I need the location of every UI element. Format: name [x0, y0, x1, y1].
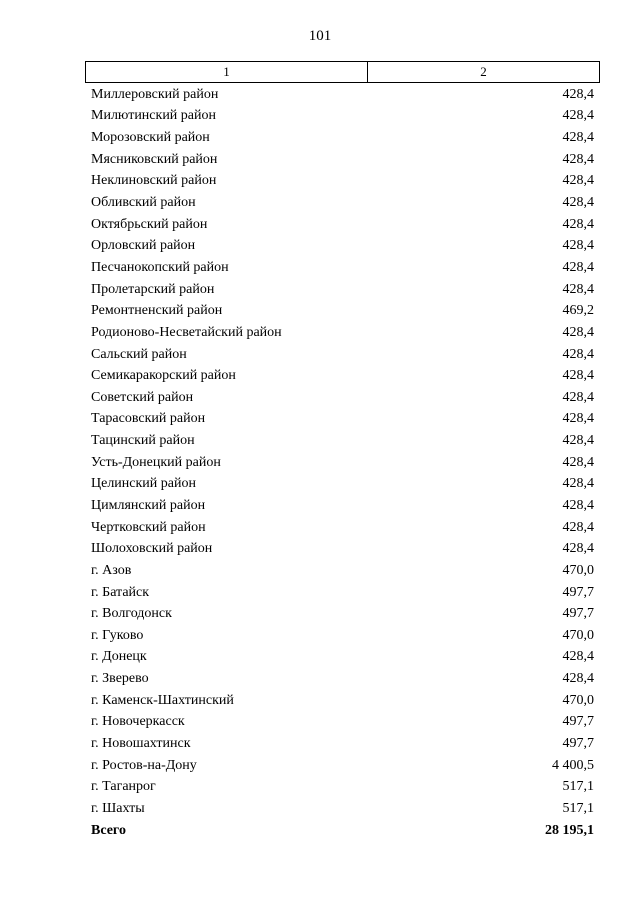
row-value: 497,7: [562, 736, 594, 752]
row-name: г. Каменск-Шахтинский: [91, 692, 234, 708]
table-row: [91, 322, 594, 344]
table-row: [91, 235, 594, 257]
row-name: Целинский район: [91, 476, 196, 492]
table-row: [91, 712, 594, 734]
row-name: Октябрьский район: [91, 216, 208, 232]
row-name: Пролетарский район: [91, 281, 215, 297]
table-body: [91, 84, 594, 841]
table-row: [91, 647, 594, 669]
row-name: Орловский район: [91, 238, 196, 254]
row-value: 428,4: [562, 671, 594, 687]
table-row: [91, 430, 594, 452]
row-name: Советский район: [91, 389, 194, 405]
row-name: Мясниковский район: [91, 151, 218, 167]
row-value: 517,1: [562, 800, 594, 816]
row-name: Чертковский район: [91, 519, 206, 535]
column-header-2: 2: [480, 64, 487, 79]
row-name: Обливский район: [91, 195, 196, 211]
row-value: 428,4: [562, 346, 594, 362]
row-name: г. Зверево: [91, 671, 149, 687]
table-row: [91, 149, 594, 171]
table-row: [91, 733, 594, 755]
table-row: [91, 582, 594, 604]
row-value: 428,4: [562, 411, 594, 427]
table-row: [91, 106, 594, 128]
row-name: г. Новочеркасск: [91, 714, 185, 730]
row-value: 428,4: [562, 497, 594, 513]
row-value: 470,0: [562, 627, 594, 643]
row-value: 428,4: [562, 389, 594, 405]
row-value: 428,4: [562, 519, 594, 535]
row-value: 428,4: [562, 130, 594, 146]
row-name: г. Ростов-на-Дону: [91, 757, 197, 773]
row-name: г. Волгодонск: [91, 606, 172, 622]
table-row: [91, 279, 594, 301]
table-row: [91, 517, 594, 539]
row-name: Неклиновский район: [91, 173, 217, 189]
total-label: Всего: [91, 822, 126, 838]
row-name: г. Азов: [91, 562, 132, 578]
row-value: 428,4: [562, 324, 594, 340]
table-row: [91, 798, 594, 820]
table-row: [91, 127, 594, 149]
table-row: [91, 603, 594, 625]
table-row: [91, 365, 594, 387]
row-name: г. Батайск: [91, 584, 150, 600]
row-value: 469,2: [562, 303, 594, 319]
row-value: 428,4: [562, 173, 594, 189]
table-row: [91, 690, 594, 712]
total-value: 28 195,1: [545, 822, 594, 838]
row-name: Тарасовский район: [91, 411, 206, 427]
table-row: [91, 474, 594, 496]
row-value: 428,4: [562, 216, 594, 232]
table-row: [91, 755, 594, 777]
row-value: 428,4: [562, 476, 594, 492]
row-value: 428,4: [562, 649, 594, 665]
row-name: Цимлянский район: [91, 497, 206, 513]
table-row: [91, 777, 594, 799]
row-name: Родионово-Несветайский район: [91, 324, 282, 340]
row-name: Ремонтненский район: [91, 303, 223, 319]
row-name: Сальский район: [91, 346, 187, 362]
row-name: Тацинский район: [91, 433, 195, 449]
table-row: [91, 495, 594, 517]
row-value: 428,4: [562, 259, 594, 275]
row-value: 497,7: [562, 584, 594, 600]
table-row: [91, 344, 594, 366]
row-value: 470,0: [562, 692, 594, 708]
row-name: г. Шахты: [91, 800, 145, 816]
row-value: 428,4: [562, 86, 594, 102]
row-name: г. Донецк: [91, 649, 147, 665]
table-header: [85, 61, 600, 83]
row-name: Миллеровский район: [91, 86, 219, 102]
row-value: 428,4: [562, 238, 594, 254]
table-row: [91, 560, 594, 582]
row-value: 497,7: [562, 714, 594, 730]
row-name: г. Новошахтинск: [91, 736, 191, 752]
row-name: Семикаракорский район: [91, 368, 236, 384]
table-row: [91, 668, 594, 690]
table-row: [91, 84, 594, 106]
table-row: [91, 409, 594, 431]
row-value: 428,4: [562, 195, 594, 211]
row-value: 517,1: [562, 779, 594, 795]
column-header-1: 1: [86, 62, 368, 82]
table-row: [91, 387, 594, 409]
row-value: 4 400,5: [552, 757, 594, 773]
row-name: Усть-Донецкий район: [91, 454, 221, 470]
row-value: 428,4: [562, 433, 594, 449]
table-row: [91, 300, 594, 322]
table-row: [91, 538, 594, 560]
row-name: г. Гуково: [91, 627, 144, 643]
row-value: 428,4: [562, 151, 594, 167]
table-row: [91, 171, 594, 193]
row-value: 428,4: [562, 541, 594, 557]
table-row: [91, 257, 594, 279]
row-value: 428,4: [562, 108, 594, 124]
row-value: 428,4: [562, 368, 594, 384]
total-row: [91, 820, 594, 842]
row-value: 428,4: [562, 281, 594, 297]
row-name: Песчанокопский район: [91, 259, 229, 275]
table-row: [91, 625, 594, 647]
row-value: 428,4: [562, 454, 594, 470]
row-name: Морозовский район: [91, 130, 210, 146]
row-value: 497,7: [562, 606, 594, 622]
row-name: г. Таганрог: [91, 779, 156, 795]
table-row: [91, 452, 594, 474]
row-name: Милютинский район: [91, 108, 217, 124]
table-row: [91, 214, 594, 236]
row-name: Шолоховский район: [91, 541, 213, 557]
page-number: 101: [308, 28, 332, 44]
row-value: 470,0: [562, 562, 594, 578]
table-row: [91, 192, 594, 214]
